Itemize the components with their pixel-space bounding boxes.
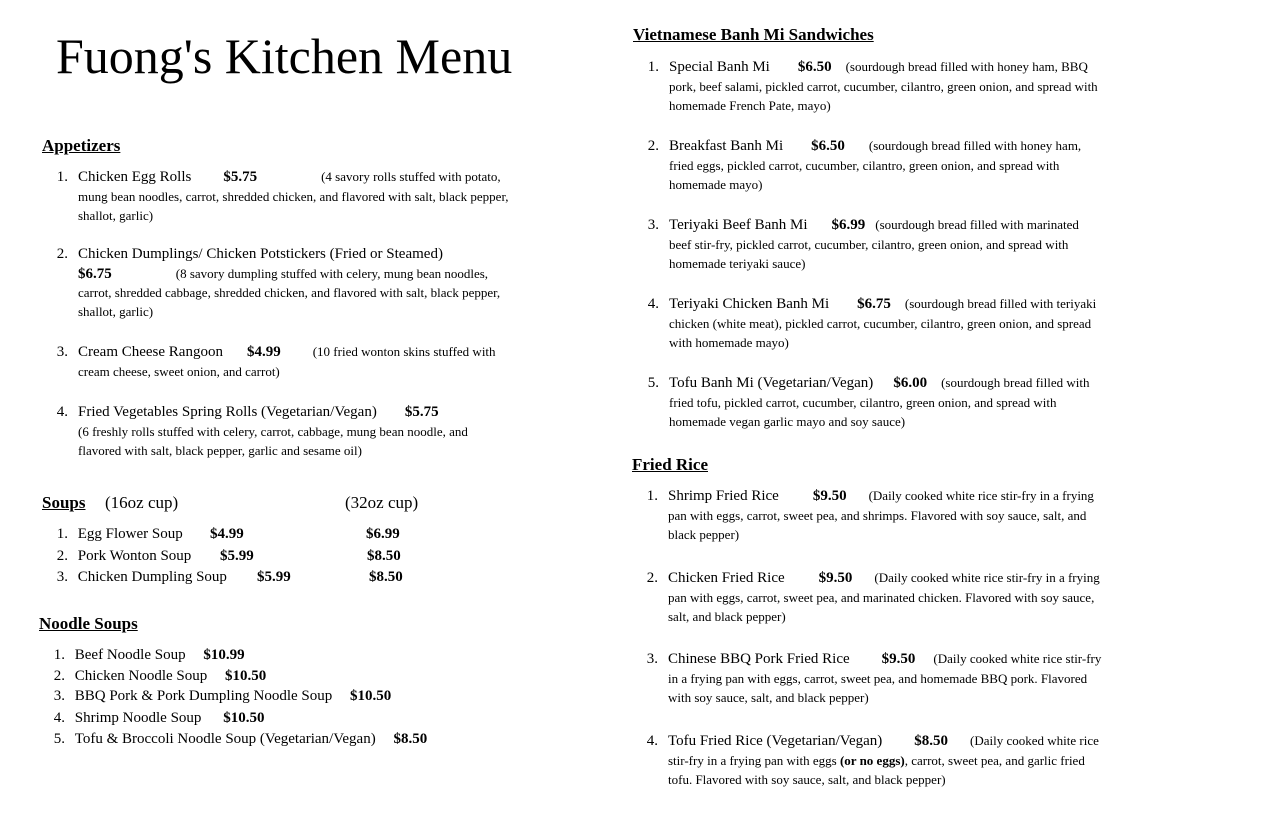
item-number: 4. [647, 296, 659, 312]
item-price: $8.50 [914, 733, 949, 749]
item-name: Chicken Dumpling Soup [77, 569, 227, 585]
item-number: 3. [646, 651, 658, 667]
list-item [642, 731, 1102, 789]
item-number: 2. [646, 570, 658, 586]
item-description: (Daily cooked white rice stir-fry in a frying pan with eggs, carrot, sweet pea, and marinated chicken. Flavored with soy sauce, salt, and black pepper) [668, 570, 1100, 624]
soup-size-large-header: (32oz cup) [345, 493, 419, 512]
soup-large-price: $8.50 [369, 569, 403, 585]
item-name: Pork Wonton Soup [77, 548, 192, 564]
item-description-part: , carrot, sweet pea, and garlic fried tofu. Flavored with soy sauce, salt, and black pepper) [668, 753, 1085, 787]
noodle-soups-heading: Noodle Soups [39, 614, 138, 633]
item-price: $9.50 [881, 651, 916, 667]
item-name: Chinese BBQ Pork Fried Rice [668, 651, 850, 667]
soup-size-small-header: (16oz cup) [105, 493, 179, 512]
item-name: Chicken Fried Rice [668, 570, 785, 586]
item-price: $8.50 [393, 731, 428, 747]
item-price: $9.50 [818, 570, 853, 586]
fried-rice-heading: Fried Rice [632, 455, 708, 474]
list-item [52, 167, 512, 225]
item-name: Beef Noodle Soup [74, 647, 186, 663]
list-item [49, 645, 245, 666]
item-number: 2. [647, 138, 659, 154]
item-description: (sourdough bread filled with fried tofu, pickled carrot, cucumber, cilantro, green onion, and spread with homemade vegan garlic mayo and soy sauce) [669, 375, 1090, 429]
item-price: $4.99 [246, 344, 281, 360]
item-description: (sourdough bread filled with honey ham, BBQ pork, beef salami, pickled carrot, cucumber, cilantro, green onion, and spread with homemade French Pate, mayo) [669, 59, 1098, 113]
item-price: $6.75 [857, 296, 891, 312]
item-description: (sourdough bread filled with teriyaki chicken (white meat), pickled carrot, cucumber, cilantro, green onion, and spread with homemade mayo) [669, 296, 1097, 350]
list-item [643, 215, 1103, 273]
menu-title: Fuong's Kitchen Menu [56, 28, 513, 84]
item-price: $10.50 [350, 688, 392, 704]
list-item [49, 666, 266, 687]
item-number: 3. [53, 688, 65, 704]
item-description: (6 freshly rolls stuffed with celery, carrot, cabbage, mung bean noodle, and flavored with salt, black pepper, garlic and sesame oil) [78, 424, 468, 458]
item-name: Special Banh Mi [669, 59, 770, 75]
item-number: 3. [647, 217, 659, 233]
item-description: (Daily cooked white rice stir-fry in a frying pan with eggs, carrot, sweet pea, and shrimps. Flavored with soy sauce, salt, and black pepper) [668, 488, 1094, 542]
soup-small-price: $5.99 [257, 569, 291, 585]
item-price: $10.50 [223, 710, 265, 726]
item-number: 3. [56, 569, 68, 585]
item-name: Shrimp Fried Rice [668, 488, 779, 504]
item-name: Chicken Egg Rolls [78, 169, 192, 185]
item-name: Tofu Banh Mi (Vegetarian/Vegan) [669, 375, 874, 391]
item-description: (sourdough bread filled with marinated beef stir-fry, pickled carrot, cucumber, cilantro, green onion, and spread with homemade teriyaki sauce) [669, 217, 1079, 271]
item-description: (Daily cooked white rice stir-fry in a frying pan with eggs, carrot, sweet pea, and homemade BBQ pork. Flavored with soy sauce, salt, and black pepper) [668, 651, 1102, 705]
list-item [52, 402, 512, 460]
item-name: Cream Cheese Rangoon [78, 344, 223, 360]
item-name: Shrimp Noodle Soup [74, 710, 202, 726]
item-number: 2. [56, 246, 68, 262]
item-number: 1. [53, 647, 65, 663]
item-number: 4. [646, 733, 658, 749]
item-description: (sourdough bread filled with honey ham, fried eggs, pickled carrot, cucumber, cilantro, green onion, and spread with homemade mayo) [669, 138, 1082, 192]
item-price: $6.99 [831, 217, 866, 233]
soup-small-price: $5.99 [220, 548, 254, 564]
item-name: Fried Vegetables Spring Rolls (Vegetarian/Vegan) [78, 404, 377, 420]
list-item [643, 57, 1103, 115]
table-row [52, 524, 183, 545]
item-description-part: (Daily cooked white rice stir-fry in a frying pan with eggs [668, 733, 1099, 768]
item-price: $6.75 [78, 266, 112, 282]
soups-heading: Soups [42, 493, 86, 512]
list-item [643, 294, 1103, 352]
item-number: 1. [56, 169, 68, 185]
list-item [643, 136, 1103, 194]
list-item [52, 342, 512, 381]
item-number: 1. [646, 488, 658, 504]
list-item [642, 568, 1102, 626]
item-price: $10.50 [225, 668, 267, 684]
item-name: Teriyaki Chicken Banh Mi [669, 296, 830, 312]
item-name: Chicken Noodle Soup [74, 668, 208, 684]
list-item [49, 686, 391, 707]
item-description: (8 savory dumpling stuffed with celery, mung bean noodles, carrot, shredded cabbage, shredded chicken, and flavored with salt, black pepper, shallot, garlic) [78, 266, 501, 319]
item-price: $5.75 [404, 404, 439, 420]
item-description-emphasis: (or no eggs) [839, 753, 905, 768]
item-number: 5. [647, 375, 659, 391]
item-description: (10 fried wonton skins stuffed with cream cheese, sweet onion, and carrot) [78, 344, 496, 379]
item-name: Breakfast Banh Mi [669, 138, 784, 154]
list-item [643, 373, 1103, 431]
item-name: Tofu & Broccoli Noodle Soup (Vegetarian/Vegan) [74, 731, 376, 747]
appetizers-heading: Appetizers [42, 136, 121, 155]
list-item [642, 649, 1102, 707]
soup-large-price: $8.50 [367, 548, 401, 564]
item-number: 2. [56, 548, 68, 564]
item-number: 2. [53, 668, 65, 684]
item-price: $6.00 [893, 375, 928, 391]
item-price: $6.50 [797, 59, 832, 75]
list-item [52, 244, 512, 321]
item-name: Chicken Dumplings/ Chicken Potstickers (Fried or Steamed) [78, 246, 443, 262]
item-number: 1. [647, 59, 659, 75]
list-item [642, 486, 1102, 544]
soup-small-price: $4.99 [210, 526, 244, 542]
banh-mi-heading: Vietnamese Banh Mi Sandwiches [633, 25, 874, 44]
item-name: Egg Flower Soup [77, 526, 183, 542]
list-item [49, 708, 264, 729]
item-price: $5.75 [223, 169, 258, 185]
item-number: 1. [56, 526, 68, 542]
table-row [52, 546, 191, 567]
item-number: 4. [56, 404, 68, 420]
item-name: Teriyaki Beef Banh Mi [669, 217, 808, 233]
item-number: 4. [53, 710, 65, 726]
item-number: 3. [56, 344, 68, 360]
item-name: BBQ Pork & Pork Dumpling Noodle Soup [74, 688, 333, 704]
soup-large-price: $6.99 [366, 526, 400, 542]
item-price: $10.99 [203, 647, 245, 663]
item-description: (4 savory rolls stuffed with potato, mung bean noodles, carrot, shredded chicken, and flavored with salt, black pepper, shallot, garlic) [78, 169, 509, 223]
item-name: Tofu Fried Rice (Vegetarian/Vegan) [668, 733, 883, 749]
table-row [52, 567, 227, 588]
item-price: $9.50 [812, 488, 847, 504]
item-price: $6.50 [811, 138, 845, 154]
item-number: 5. [53, 731, 65, 747]
list-item [49, 729, 427, 750]
